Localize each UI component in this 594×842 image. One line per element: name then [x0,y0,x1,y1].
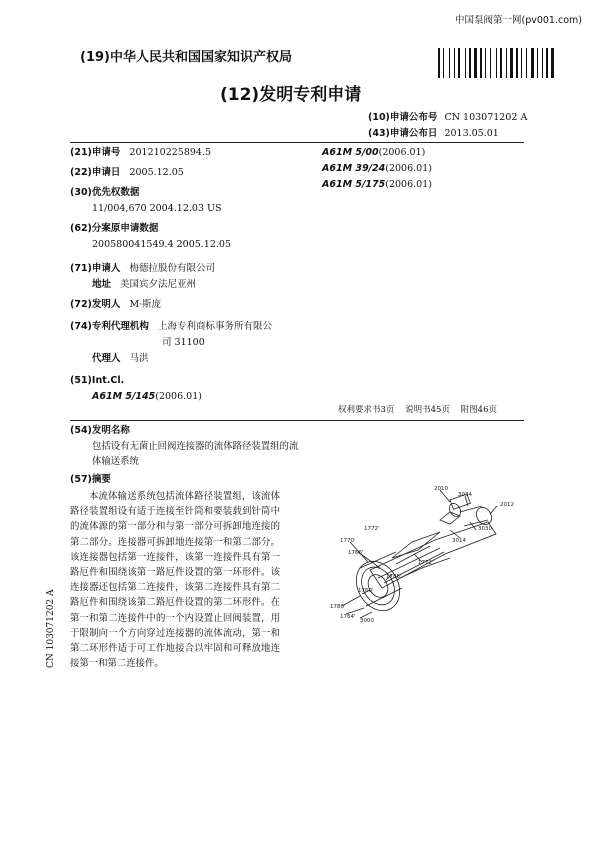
barcode-bar [443,48,444,78]
invention-name-label: (54)发明名称 [70,425,130,436]
applicant-label: (71)申请人 [70,263,121,274]
page-counts [338,404,497,417]
collar-ring [348,553,409,618]
agent-row [92,352,149,365]
application-number-value: 201210225894.5 [129,147,212,158]
application-date-value: 2005.12.05 [129,167,184,178]
barcode-bar [508,48,509,78]
agent-value: 马洪 [129,353,149,364]
barcode-bar [498,48,499,78]
description-count: 说明书45页 [405,405,450,415]
figure-label: 1788' [386,574,402,580]
barcode-bar [496,48,497,78]
barcode-bar [467,48,468,78]
barcode-bar [510,48,513,78]
ipc-year: (2006.01) [385,163,432,174]
agency-row [70,320,272,333]
barcode-bar [441,48,442,78]
inventor-value: M·斯庞 [129,299,162,310]
ipc-code: A61M 5/00 [322,147,379,158]
drawings-count: 附图46页 [460,405,497,415]
figure-label: 3030 [478,526,492,532]
abstract-label: (57)摘要 [70,474,111,485]
barcode-bar [500,48,502,78]
applicant-value: 梅德拉股份有限公司 [129,263,215,274]
publication-number-value: CN 103071202 A [444,112,528,123]
barcode-bar [485,48,486,78]
barcode-bar [454,48,455,78]
barcode-bar [503,48,505,78]
barcode-bar [537,48,538,78]
figure-label: 1760' [358,588,374,594]
figure-label: 3014 [452,538,466,544]
ipc-code-row [322,146,425,159]
division-value: 200580041549.4 2005.12.05 [92,239,232,250]
address-value: 美国宾夕法尼亚州 [120,279,197,290]
figure-label: 1764' [340,614,356,620]
barcode-bar [451,48,453,78]
watermark-text: 中国泵阀第一网(pv001.com) [454,15,582,26]
barcode [438,48,556,78]
barcode-bar [531,48,534,78]
application-number-label: (21)申请号 [70,147,121,158]
intcl-label: (51)Int.Cl. [70,375,125,386]
applicant-row [70,262,215,275]
barcode-bar [490,48,491,78]
agency-label: (74)专利代理机构 [70,321,149,332]
figure-label: 1772' [418,560,434,566]
barcode-bar [478,48,479,78]
barcode-bar [526,48,527,78]
abstract-text: 本流体输送系统包括流体路径装置组，该流体路径装置组设有适于连接至针筒和要装载到针筒中的流体源的第一部分和与第一部分可拆卸地连接的第二部分。连接器可拆卸地连接第一和第二部分。该连接器包括第一连接件，该第一连接件具有第一路厄件和围绕该第一路厄件设置的第一环形件。该连接器还包括第二连接件，该第二连接件具有第二路厄件和围绕该第二路厄件设置的第二环形件。在第一和第二连接件中的一个内设置止回阀装置，用于限制向一个方向穿过连接器的流体流动，第一和第二环形件适于可工作地接合以牢固和可释放地连接第一和第二连接件。 [70,491,280,670]
barcode-bar [546,48,548,78]
address-row [92,278,196,291]
barcode-bar [483,48,484,78]
barcode-bar [551,48,554,78]
barcode-bar [521,48,522,78]
priority-value: 11/004,670 2004.12.03 US [92,203,222,214]
figure-label: 1772' [364,526,380,532]
figure-label: 1780' [330,604,346,610]
barcode-bar [519,48,520,78]
barcode-bar [516,48,518,78]
counts-divider [70,420,524,421]
document-type-title: (12)发明专利申请 [220,85,362,105]
barcode-bar [535,48,536,78]
barcode-bar [549,48,550,78]
barcode-bar [539,48,541,78]
publication-date-label: (43)申请公布日 [368,128,438,139]
figure-label: 2012 [500,502,514,508]
application-number-row [70,146,211,159]
ipc-code-row [322,178,432,191]
publication-date-value: 2013.05.01 [444,128,499,139]
barcode-bar [542,48,543,78]
representative-drawing [300,482,530,632]
barcode-bar [528,48,530,78]
inventor-row [70,298,161,311]
ipc-year: (2006.01) [385,179,432,190]
barcode-bar [523,48,525,78]
barcode-bar [445,48,448,78]
side-publication-number: CN 103071202 A [46,589,56,668]
barcode-bar [449,48,450,78]
barcode-bar [544,48,545,78]
publication-date-row [368,127,499,140]
barcode-bar [506,48,507,78]
priority-label: (30)优先权数据 [70,187,140,198]
header-divider [70,142,524,143]
ipc-year: (2006.01) [378,147,426,158]
issuing-authority: (19)中华人民共和国国家知识产权局 [80,50,292,65]
barcode-bar [465,48,466,78]
agency-value: 上海专利商标事务所有限公 [157,321,272,332]
application-date-row [70,166,184,179]
ipc-code: A61M 39/24 [322,163,386,174]
ipc-code-row [322,162,432,175]
intcl-row [92,390,202,403]
intcl-code: A61M 5/145 [92,391,156,402]
figure-label: 3034 [458,492,472,498]
figure-label: 2010 [434,486,448,492]
barcode-bar [461,48,464,78]
publication-number-row [368,111,527,124]
division-label: (62)分案原申请数据 [70,223,159,234]
barcode-bar [487,48,489,78]
figure-label: 1770' [340,538,356,544]
barcode-bar [469,48,471,78]
barcode-bar [472,48,473,78]
barcode-bar [456,48,457,78]
ipc-code: A61M 5/175 [322,179,386,190]
barcode-bar [438,48,440,78]
inventor-label: (72)发明人 [70,299,121,310]
claims-count: 权利要求书3页 [338,405,395,415]
barcode-bar [492,48,495,78]
figure-label: 3000 [360,618,374,624]
cap-end [473,505,494,528]
barcode-bar [514,48,515,78]
publication-number-label: (10)申请公布号 [368,112,438,123]
agent-label: 代理人 [92,353,121,364]
address-label: 地址 [92,279,112,290]
barcode-bar [458,48,460,78]
barcode-bar [480,48,482,78]
agency-value-continued: 司 31100 [162,337,205,348]
application-date-label: (22)申请日 [70,167,121,178]
figure-label: 1766' [348,550,364,556]
invention-name-text: 包括设有无菌止回阀连接器的流体路径装置组的流体输送系统 [92,441,299,467]
barcode-bar [474,48,477,78]
intcl-year: (2006.01) [155,391,202,402]
